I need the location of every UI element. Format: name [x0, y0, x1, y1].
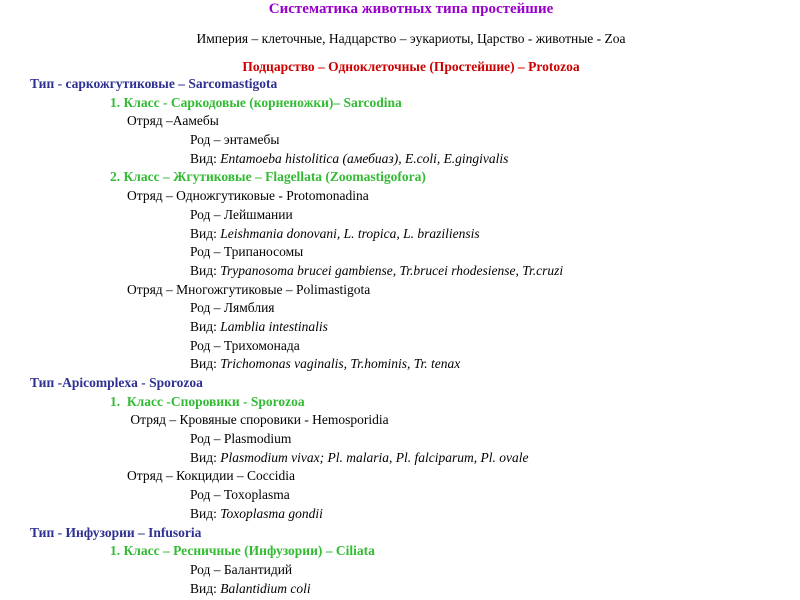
species-names: Trypanosoma brucei gambiense, Tr.brucei rhodesiense, Tr.cruzi [220, 262, 564, 278]
species-prefix: Вид: [190, 150, 221, 166]
taxon-label: Род – Балантидий [190, 561, 293, 577]
taxon-label: Отряд – Кокцидии – Coccidia [127, 468, 296, 484]
taxon-genus-row [0, 430, 800, 449]
taxon-genus-row [0, 243, 800, 262]
taxon-label: Тип - саркожгутиковые – Sarcomastigota [30, 76, 278, 91]
taxon-label: 1. Класс – Ресничные (Инфузории) – Ciliata [110, 543, 375, 559]
species-names: Balantidium coli [220, 580, 311, 596]
taxon-species-row [0, 150, 800, 169]
taxon-label: 2. Класс – Жгутиковые – Flagellata (Zoomastigofora) [110, 169, 426, 185]
taxon-label: Тип -Apicomplexa - Sporozoa [30, 375, 203, 390]
species-names: Plasmodium vivax; Pl. malaria, Pl. falciparum, Pl. ovale [220, 449, 529, 465]
taxon-order-row [0, 281, 800, 300]
species-names: Trichomonas vaginalis, Tr.hominis, Tr. tenax [220, 356, 461, 372]
taxon-species-row [0, 580, 800, 599]
taxon-genus-row [0, 299, 800, 318]
taxon-species-row [0, 225, 800, 244]
species-prefix: Вид: [190, 262, 221, 278]
taxon-class-row [0, 168, 800, 187]
taxon-genus-row [0, 131, 800, 150]
subkingdom-heading: Подцарство – Одноклеточные (Простейшие) – Protozoa [242, 59, 580, 74]
taxon-class-row [0, 542, 800, 561]
taxon-label: Отряд – Многожгутиковые – Polimastigota [127, 281, 371, 297]
taxon-order-row [0, 187, 800, 206]
taxon-genus-row [0, 561, 800, 580]
species-prefix: Вид: [190, 225, 221, 241]
taxon-species-row [0, 262, 800, 281]
taxon-species-row [0, 318, 800, 337]
taxon-genus-row [0, 337, 800, 356]
taxon-class-row [0, 94, 800, 113]
species-names: Entamoeba histolitica (амебиаз), E.coli, E.gingivalis [220, 150, 509, 166]
taxon-label: Отряд – Кровяные споровики - Hemosporidia [127, 412, 389, 428]
taxon-genus-row [0, 206, 800, 225]
taxon-species-row [0, 355, 800, 374]
taxon-label: Род – Трихомонада [190, 337, 300, 353]
species-prefix: Вид: [190, 318, 221, 334]
taxon-species-row [0, 505, 800, 524]
species-prefix: Вид: [190, 356, 221, 372]
taxon-label: Тип - Инфузории – Infusoria [30, 524, 202, 540]
taxon-label: Род – Plasmodium [190, 431, 292, 447]
taxonomy-tree [0, 75, 800, 598]
species-prefix: Вид: [190, 449, 221, 465]
taxon-label: Род – Лямблия [190, 300, 275, 316]
taxon-label: Род – Toxoplasma [190, 487, 290, 503]
taxon-order-row [0, 411, 800, 430]
taxon-type-row [0, 75, 800, 94]
species-names: Lamblia intestinalis [220, 318, 328, 334]
species-names: Leishmania donovani, L. tropica, L. braziliensis [220, 225, 480, 241]
classification-subtitle: Империя – клеточные, Надцарство – эукариоты, Царство - животные - Zoa [196, 31, 626, 46]
taxon-genus-row [0, 486, 800, 505]
species-prefix: Вид: [190, 580, 221, 596]
taxon-label: Род – Трипаносомы [190, 244, 304, 260]
species-prefix: Вид: [190, 505, 221, 521]
taxon-type-row [0, 374, 800, 393]
taxon-label: Род – Лейшмании [190, 206, 293, 222]
species-names: Toxoplasma gondii [220, 505, 323, 521]
page-title: Систематика животных типа простейшие [268, 1, 554, 17]
taxon-class-row [0, 393, 800, 412]
taxon-label: Род – энтамебы [190, 132, 280, 148]
taxon-order-row [0, 112, 800, 131]
taxon-label: 1. Класс -Споровики - Sporozoa [110, 393, 305, 409]
taxon-species-row [0, 449, 800, 468]
taxon-label: Отряд –Аамебы [127, 113, 219, 129]
taxon-label: 1. Класс - Саркодовые (корненожки)– Sarcodina [110, 94, 402, 110]
taxon-label: Отряд – Одножгутиковые - Protomonadina [127, 188, 369, 204]
taxon-type-row [0, 524, 800, 543]
taxon-order-row [0, 467, 800, 486]
